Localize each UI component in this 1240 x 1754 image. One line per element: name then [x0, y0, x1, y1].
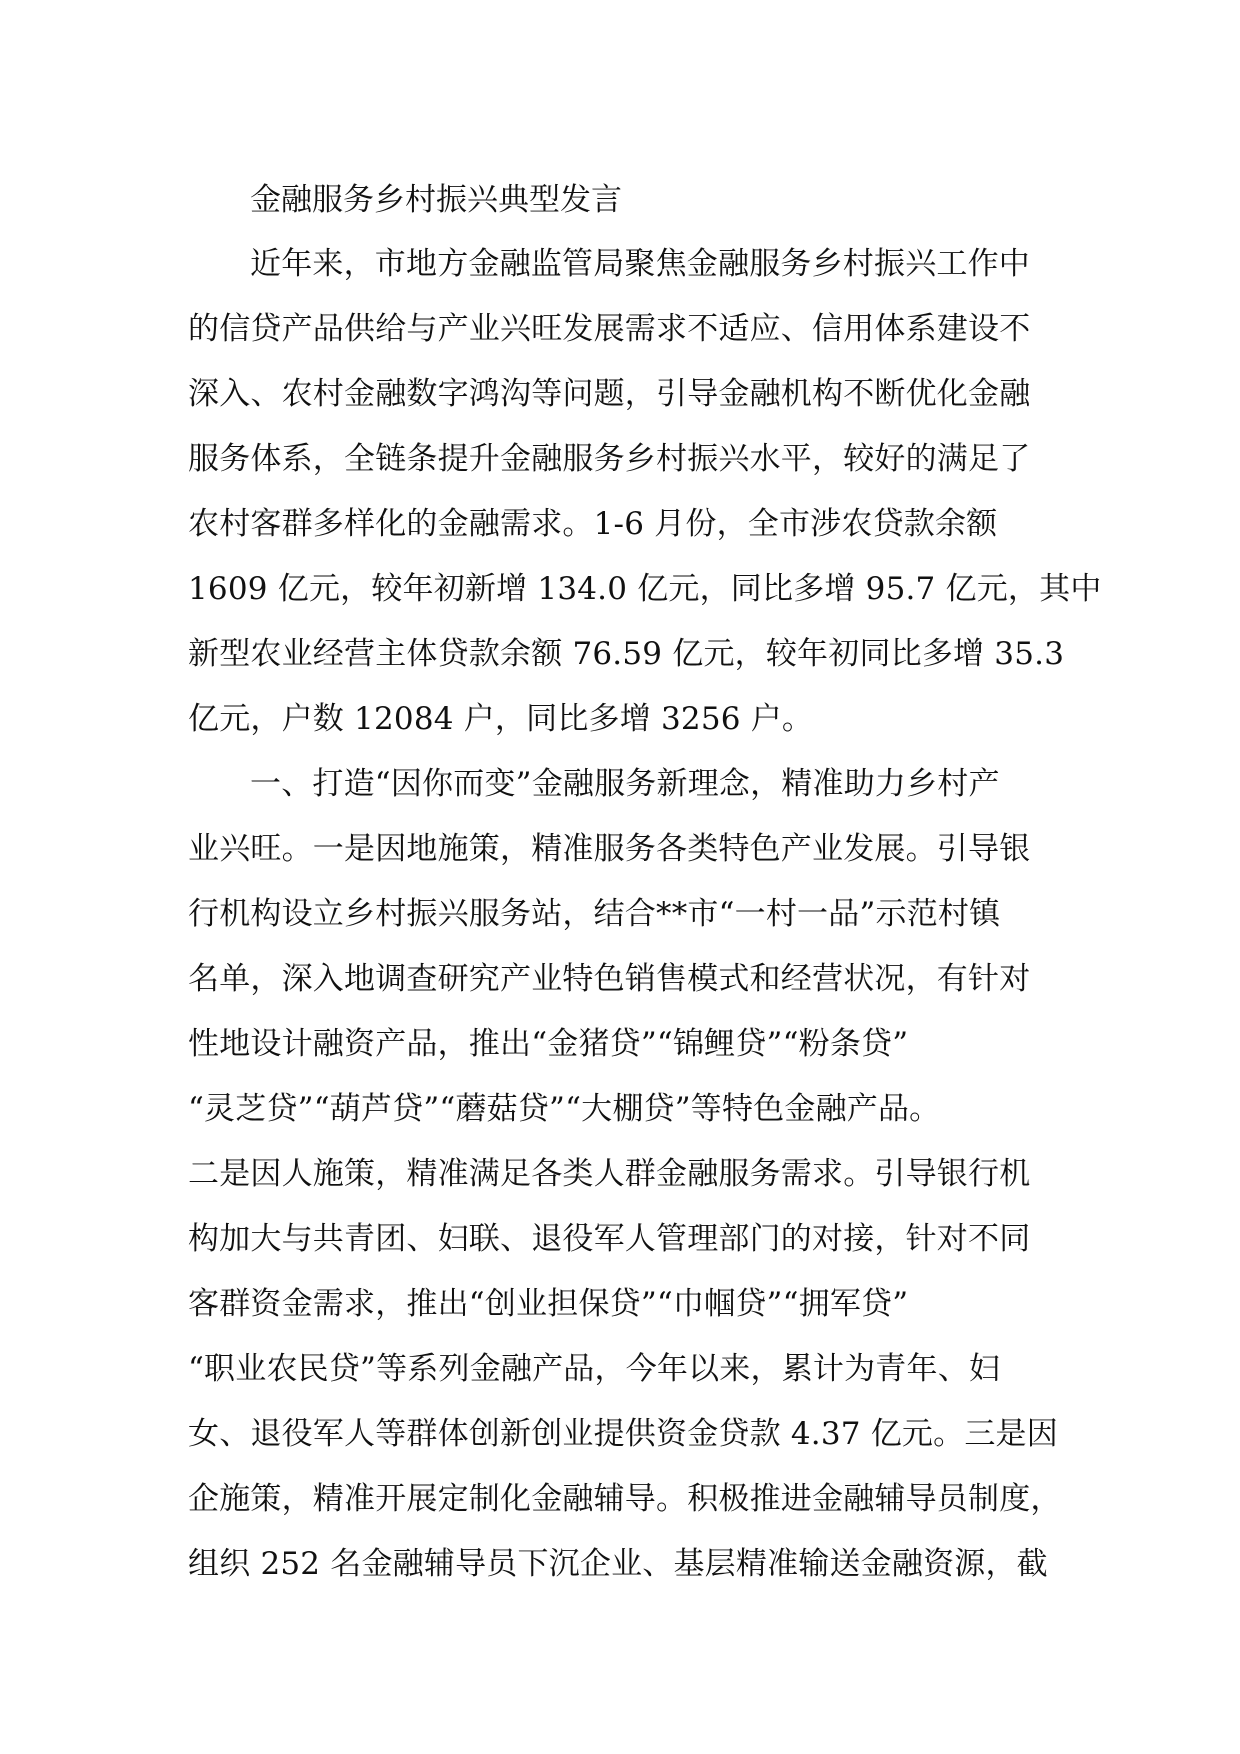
document-body [188, 168, 1102, 1597]
paragraph-line: 近年来，市地方金融监管局聚焦金融服务乡村振兴工作中 [250, 246, 1030, 282]
paragraph-line: 企施策，精准开展定制化金融辅导。积极推进金融辅导员制度， [188, 1481, 1062, 1517]
paragraph-line: “灵芝贷”“葫芦贷”“蘑菇贷”“大棚贷”等特色金融产品。 [188, 1091, 941, 1127]
paragraph-line: “职业农民贷”等系列金融产品，今年以来，累计为青年、妇 [188, 1351, 1001, 1387]
paragraph-line: 二是因人施策，精准满足各类人群金融服务需求。引导银行机 [188, 1156, 1031, 1192]
paragraph-line: 新型农业经营主体贷款余额 76.59 亿元，较年初同比多增 35.3 [188, 636, 1065, 672]
paragraph-line: 亿元，户数 12084 户，同比多增 3256 户。 [188, 701, 814, 737]
paragraph-line: 的信贷产品供给与产业兴旺发展需求不适应、信用体系建设不 [188, 311, 1031, 347]
paragraph-line: 服务体系，全链条提升金融服务乡村振兴水平，较好的满足了 [188, 441, 1031, 477]
section-one-paragraph [188, 752, 1088, 1597]
paragraph-line: 农村客群多样化的金融需求。1-6 月份，全市涉农贷款余额 [188, 506, 998, 542]
paragraph-line: 一、打造“因你而变”金融服务新理念，精准助力乡村产 [250, 766, 1000, 802]
paragraph-line: 1609 亿元，较年初新增 134.0 亿元，同比多增 95.7 亿元，其中 [188, 571, 1102, 607]
intro-paragraph [188, 232, 1102, 752]
paragraph-line: 业兴旺。一是因地施策，精准服务各类特色产业发展。引导银 [188, 831, 1031, 867]
paragraph-line: 构加大与共青团、妇联、退役军人管理部门的对接，针对不同 [188, 1221, 1031, 1257]
paragraph-line: 客群资金需求，推出“创业担保贷”“巾帼贷”“拥军贷” [188, 1286, 909, 1322]
paragraph-line: 深入、农村金融数字鸿沟等问题，引导金融机构不断优化金融 [188, 376, 1031, 412]
paragraph-line: 女、退役军人等群体创新创业提供资金贷款 4.37 亿元。三是因 [188, 1416, 1058, 1452]
paragraph-line: 性地设计融资产品，推出“金猪贷”“锦鲤贷”“粉条贷” [188, 1026, 909, 1062]
paragraph-line: 行机构设立乡村振兴服务站，结合**市“一村一品”示范村镇 [188, 896, 1001, 932]
document-title: 金融服务乡村振兴典型发言 [250, 182, 622, 218]
paragraph-line: 名单，深入地调查研究产业特色销售模式和经营状况，有针对 [188, 961, 1031, 997]
paragraph-line: 组织 252 名金融辅导员下沉企业、基层精准输送金融资源，截 [188, 1546, 1048, 1582]
